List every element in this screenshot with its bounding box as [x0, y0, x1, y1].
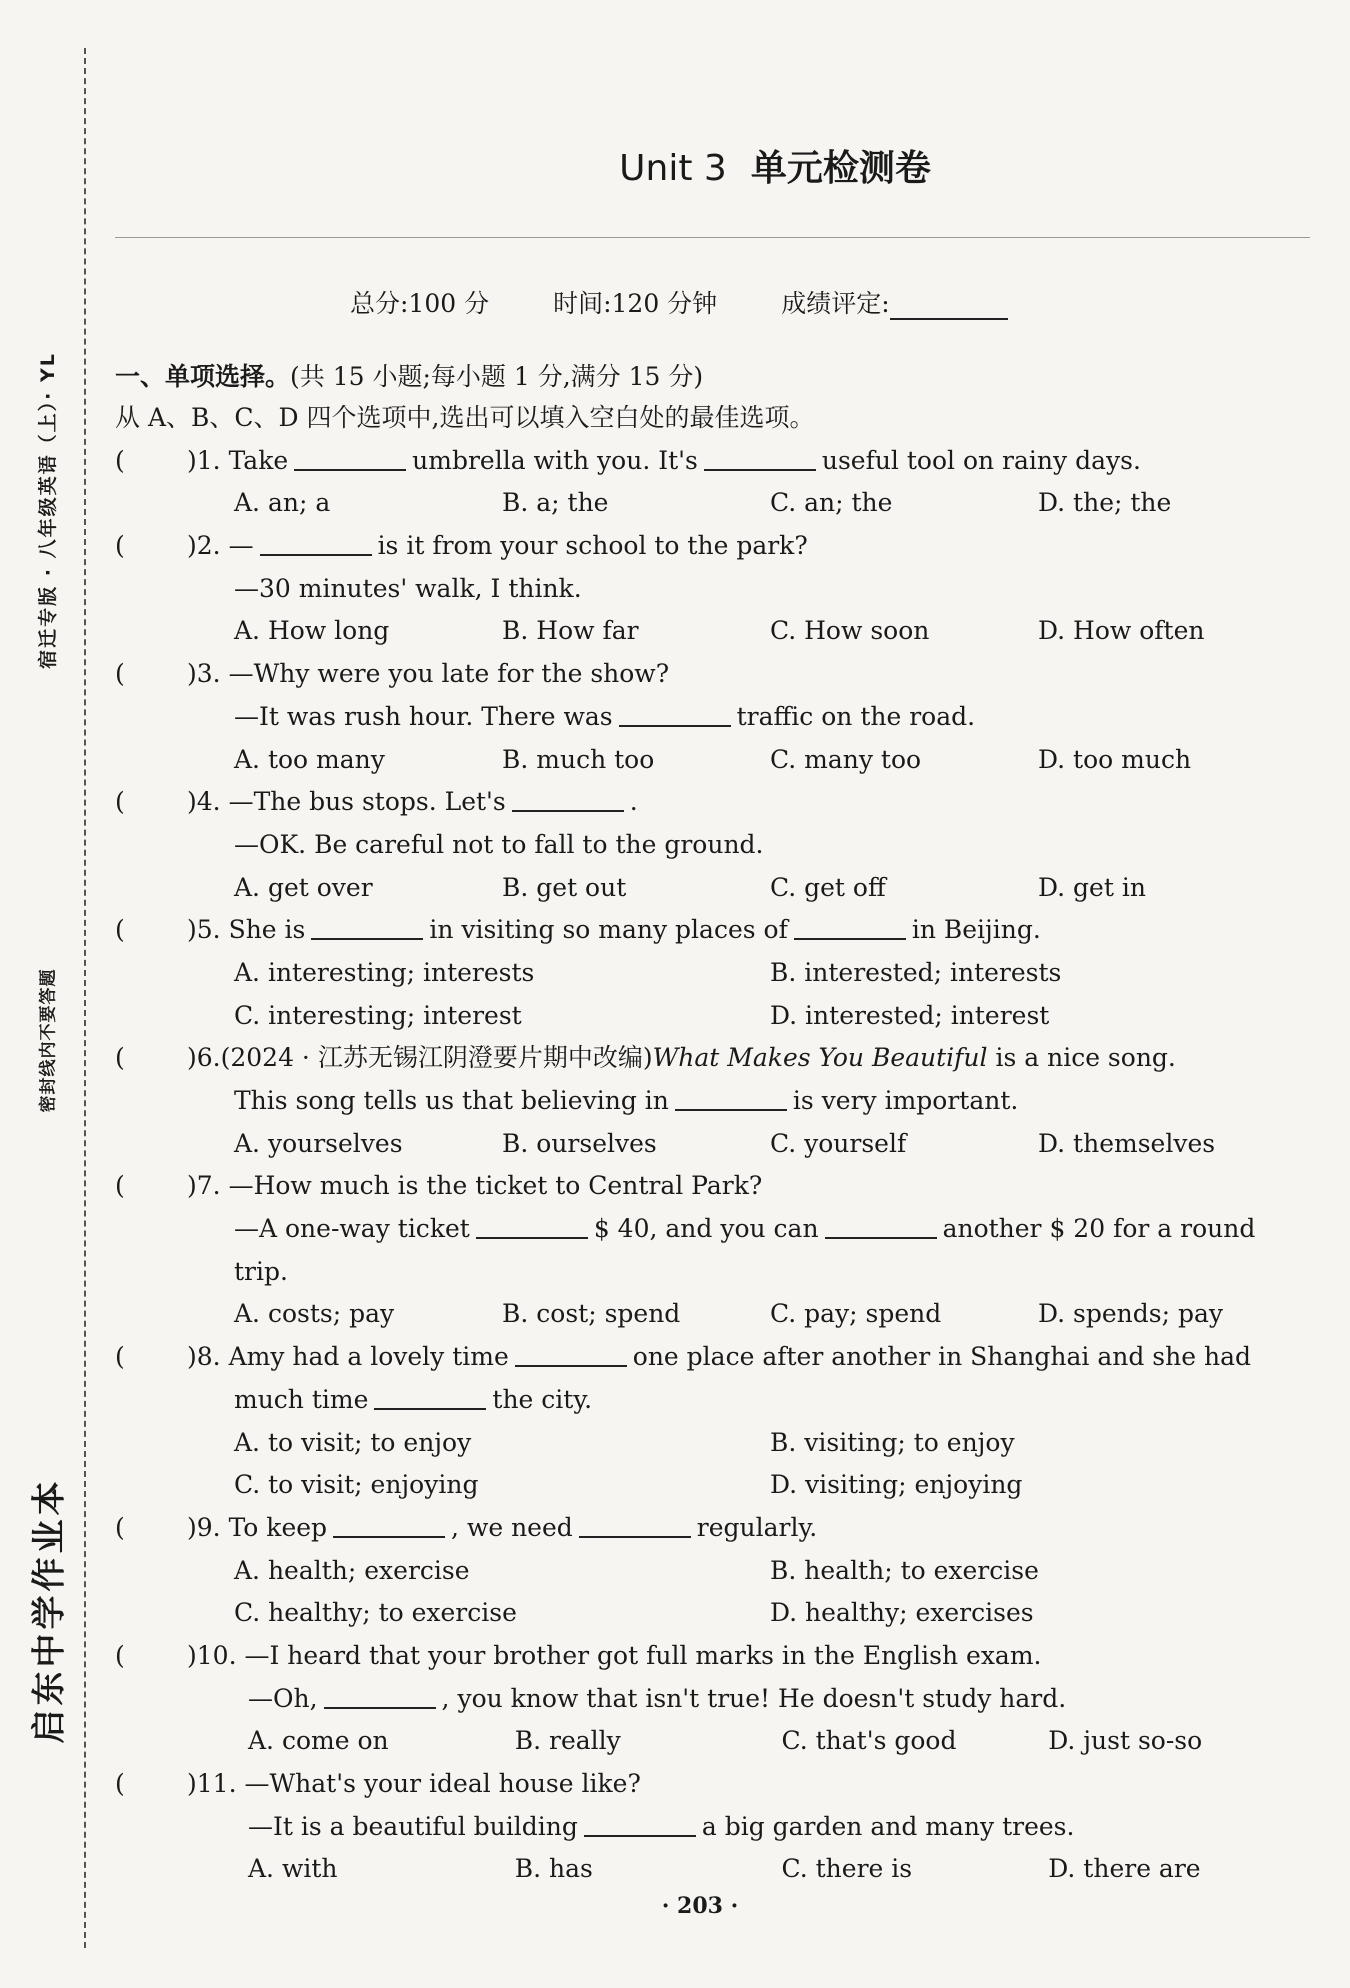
answer-paren[interactable]: (: [115, 1043, 125, 1073]
options-2: [115, 610, 1315, 653]
question-2: ( )2. — is it from your school to the park?: [115, 525, 1315, 568]
option[interactable]: B. interested; interests: [770, 957, 1062, 987]
page-number: · 203 ·: [661, 1893, 739, 1919]
title-unit: Unit 3: [619, 148, 727, 189]
answer-paren[interactable]: (: [115, 1640, 125, 1670]
question-2-reply: —30 minutes' walk, I think.: [234, 573, 582, 603]
option[interactable]: D. themselves: [1038, 1128, 1216, 1158]
options-7: [115, 1293, 1315, 1336]
question-4-reply: —OK. Be careful not to fall to the ground.: [234, 829, 764, 859]
section-instruction: 从 A、B、C、D 四个选项中,选出可以填入空白处的最佳选项。: [115, 403, 815, 432]
question-section: [115, 357, 1315, 1891]
option[interactable]: A. get over: [234, 872, 373, 902]
question-11: ( )11. —What's your ideal house like?: [115, 1769, 641, 1798]
section-heading: 一、单项选择。(共 15 小题;每小题 1 分,满分 15 分): [115, 362, 704, 391]
question-5: ( )5. She is in visiting so many places of in Beijing.: [115, 909, 1315, 952]
question-10-reply: —Oh, , you know that isn't true! He doesn't study hard.: [115, 1678, 1315, 1721]
option[interactable]: B. ourselves: [502, 1128, 657, 1158]
question-6-cont: This song tells us that believing in is very important.: [115, 1080, 1315, 1123]
option[interactable]: A. with: [248, 1854, 338, 1884]
option[interactable]: C. pay; spend: [770, 1299, 942, 1329]
option[interactable]: A. to visit; to enjoy: [234, 1427, 472, 1457]
answer-paren[interactable]: (: [115, 445, 125, 475]
meta-time: 时间:120 分钟: [553, 289, 718, 318]
answer-paren[interactable]: (: [115, 787, 125, 817]
option[interactable]: A. costs; pay: [234, 1299, 395, 1329]
option[interactable]: C. many too: [770, 744, 922, 774]
blank[interactable]: [825, 1209, 937, 1239]
blank[interactable]: [579, 1508, 691, 1538]
side-label-seal-warning: 密封线内不要答题: [38, 968, 59, 1112]
question-4: ( )4. —The bus stops. Let's .: [115, 781, 1315, 824]
options-5a: [115, 952, 1315, 995]
option[interactable]: D. just so-so: [1048, 1726, 1203, 1756]
side-label-edition: 宿迁专版 · 八年级英语（上）· YL: [36, 351, 59, 669]
question-6: ( )6.(2024 · 江苏无锡江阴澄要片期中改编)What Makes You Beautiful is a nice song.: [115, 1043, 1176, 1073]
option[interactable]: C. How soon: [770, 616, 930, 646]
option[interactable]: C. healthy; to exercise: [234, 1598, 517, 1628]
grade-blank[interactable]: [890, 294, 1008, 320]
option[interactable]: C. to visit; enjoying: [234, 1470, 479, 1500]
option[interactable]: A. health; exercise: [234, 1555, 470, 1585]
title-divider: [115, 237, 1310, 238]
binding-dashed-line: [84, 48, 86, 1948]
options-5b: [115, 995, 1315, 1038]
exam-meta: [350, 284, 1008, 320]
question-1: ( )1. Take umbrella with you. It's useful tool on rainy days.: [115, 440, 1315, 483]
option[interactable]: D. visiting; enjoying: [770, 1470, 1023, 1500]
blank[interactable]: [704, 441, 816, 471]
option[interactable]: A. an; a: [234, 488, 331, 518]
option[interactable]: B. a; the: [502, 488, 609, 518]
blank[interactable]: [374, 1380, 486, 1410]
option[interactable]: B. much too: [502, 744, 655, 774]
blank[interactable]: [515, 1337, 627, 1367]
option[interactable]: A. too many: [234, 744, 385, 774]
blank[interactable]: [311, 910, 423, 940]
answer-paren[interactable]: (: [115, 915, 125, 945]
blank[interactable]: [260, 526, 372, 556]
blank[interactable]: [294, 441, 406, 471]
option[interactable]: C. yourself: [770, 1128, 907, 1158]
option[interactable]: D. there are: [1048, 1854, 1201, 1884]
options-8a: [115, 1422, 1315, 1465]
page-title: [0, 140, 1350, 191]
question-7: ( )7. —How much is the ticket to Central Park?: [115, 1171, 763, 1201]
options-10: [115, 1720, 1315, 1763]
option[interactable]: C. there is: [781, 1854, 913, 1884]
meta-total: 总分:100 分: [350, 289, 490, 318]
option[interactable]: D. spends; pay: [1038, 1299, 1224, 1329]
option[interactable]: B. visiting; to enjoy: [770, 1427, 1015, 1457]
option[interactable]: A. yourselves: [234, 1128, 403, 1158]
option[interactable]: C. get off: [770, 872, 886, 902]
blank[interactable]: [324, 1679, 436, 1709]
option[interactable]: D. healthy; exercises: [770, 1598, 1034, 1628]
option[interactable]: A. interesting; interests: [234, 957, 535, 987]
question-7-reply: —A one-way ticket $ 40, and you can another $ 20 for a round: [115, 1208, 1315, 1251]
blank[interactable]: [794, 910, 906, 940]
blank[interactable]: [619, 697, 731, 727]
option[interactable]: D. interested; interest: [770, 1000, 1050, 1030]
question-7-cont: trip.: [234, 1256, 288, 1286]
option[interactable]: B. get out: [502, 872, 627, 902]
option[interactable]: B. cost; spend: [502, 1299, 681, 1329]
option[interactable]: B. has: [514, 1854, 593, 1884]
options-4: [115, 867, 1315, 910]
option[interactable]: B. health; to exercise: [770, 1555, 1039, 1585]
answer-paren[interactable]: (: [115, 1769, 125, 1798]
side-label-publisher: 启东中学作业本: [29, 1477, 70, 1743]
answer-paren[interactable]: (: [115, 659, 125, 689]
option[interactable]: A. How long: [234, 616, 390, 646]
option[interactable]: C. an; the: [770, 488, 893, 518]
question-source: (2024 · 江苏无锡江阴澄要片期中改编): [220, 1043, 653, 1073]
option[interactable]: A. come on: [248, 1726, 389, 1756]
question-3-reply: —It was rush hour. There was traffic on the road.: [115, 696, 1315, 739]
answer-paren[interactable]: (: [115, 1342, 125, 1372]
question-3: ( )3. —Why were you late for the show?: [115, 659, 670, 689]
question-8: ( )8. Amy had a lovely time one place after another in Shanghai and she had: [115, 1336, 1315, 1379]
options-8b: [115, 1464, 1315, 1507]
options-1: [115, 482, 1315, 525]
question-9: ( )9. To keep , we need regularly.: [115, 1507, 1315, 1550]
option[interactable]: D. too much: [1038, 744, 1192, 774]
blank[interactable]: [512, 782, 624, 812]
option[interactable]: B. really: [514, 1726, 621, 1756]
blank[interactable]: [584, 1807, 696, 1837]
answer-paren[interactable]: (: [115, 531, 125, 561]
title-name: 单元检测卷: [750, 148, 931, 189]
answer-paren[interactable]: (: [115, 1171, 125, 1201]
options-3: [115, 739, 1315, 782]
options-11: [115, 1848, 1315, 1891]
blank[interactable]: [476, 1209, 588, 1239]
option[interactable]: D. get in: [1038, 872, 1146, 902]
options-9b: [115, 1592, 1315, 1635]
option[interactable]: C. that's good: [781, 1726, 957, 1756]
answer-paren[interactable]: (: [115, 1512, 125, 1542]
meta-grade: 成绩评定:: [781, 284, 1007, 320]
question-8-cont: much time the city.: [115, 1379, 1315, 1422]
blank[interactable]: [675, 1081, 787, 1111]
option[interactable]: D. How often: [1038, 616, 1205, 646]
option[interactable]: C. interesting; interest: [234, 1000, 522, 1030]
option[interactable]: D. the; the: [1038, 488, 1172, 518]
options-9a: [115, 1550, 1315, 1593]
option[interactable]: B. How far: [502, 616, 639, 646]
blank[interactable]: [333, 1508, 445, 1538]
question-11-reply: —It is a beautiful building a big garden and many trees.: [115, 1806, 1315, 1849]
question-10: ( )10. —I heard that your brother got full marks in the English exam.: [115, 1640, 1042, 1670]
options-6: [115, 1123, 1315, 1166]
